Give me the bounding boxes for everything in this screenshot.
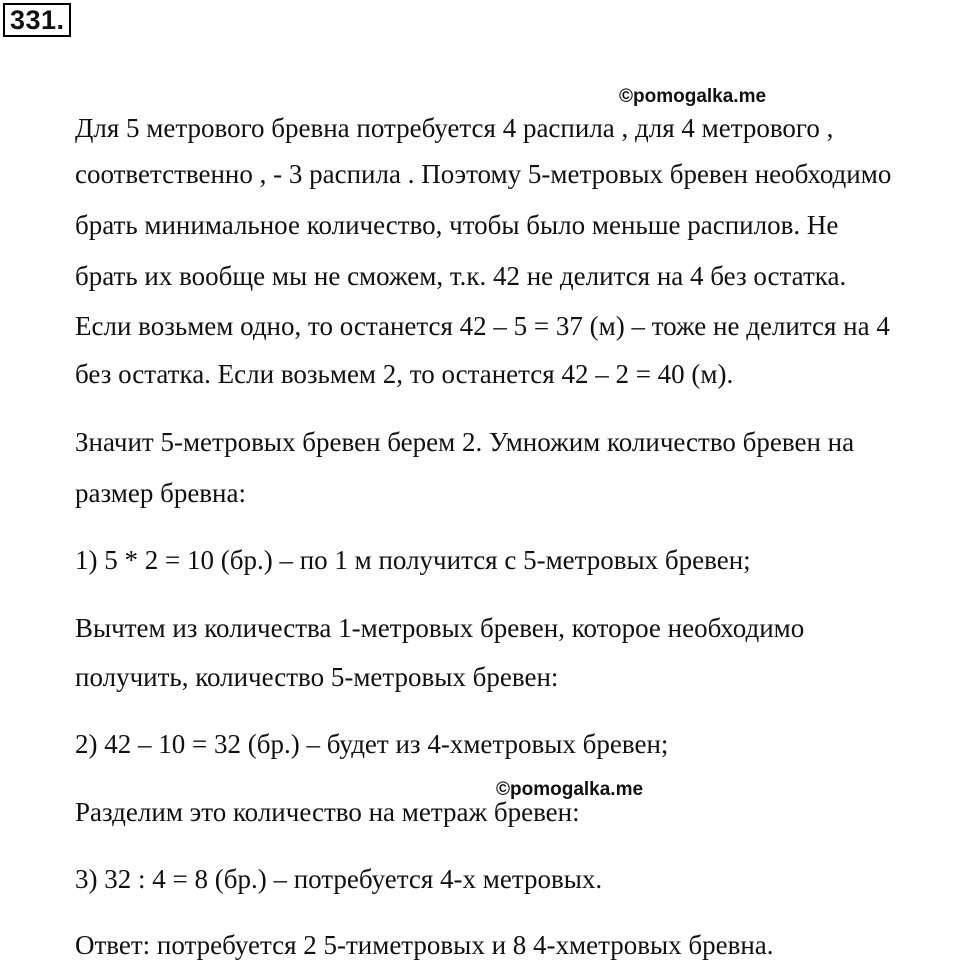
text-line: размер бревна: bbox=[75, 478, 246, 508]
text-line: Ответ: потребуется 2 5-тиметровых и 8 4-хметровых бревна. bbox=[75, 930, 774, 960]
text-line: брать их вообще мы не сможем, т.к. 42 не делится на 4 без остатка. bbox=[75, 261, 847, 291]
text-line: получить, количество 5-метровых бревен: bbox=[75, 662, 559, 692]
text-line: 2) 42 – 10 = 32 (бр.) – будет из 4-хметровых бревен; bbox=[75, 729, 669, 759]
text-line: Если возьмем одно, то останется 42 – 5 = 37 (м) – тоже не делится на 4 bbox=[75, 311, 890, 341]
text-line: соответственно , - 3 распила . Поэтому 5-метровых бревен необходимо bbox=[75, 159, 892, 189]
watermark-middle: ©pomogalka.me bbox=[496, 779, 644, 800]
problem-number: 331. bbox=[3, 3, 71, 37]
text-line: 3) 32 : 4 = 8 (бр.) – потребуется 4-х метровых. bbox=[75, 864, 603, 894]
text-line: брать минимальное количество, чтобы было меньше распилов. Не bbox=[75, 210, 839, 240]
text-line: без остатка. Если возьмем 2, то останется 42 – 2 = 40 (м). bbox=[75, 359, 734, 389]
text-line: Для 5 метрового бревна потребуется 4 распила , для 4 метрового , bbox=[75, 113, 834, 143]
text-line: Значит 5-метровых бревен берем 2. Умножим количество бревен на bbox=[75, 427, 855, 457]
text-line: 1) 5 * 2 = 10 (бр.) – по 1 м получится с 5-метровых бревен; bbox=[75, 545, 751, 575]
watermark-top: ©pomogalka.me bbox=[619, 86, 767, 107]
text-line: Вычтем из количества 1-метровых бревен, которое необходимо bbox=[75, 613, 805, 643]
text-line: Разделим это количество на метраж бревен: bbox=[75, 797, 580, 827]
